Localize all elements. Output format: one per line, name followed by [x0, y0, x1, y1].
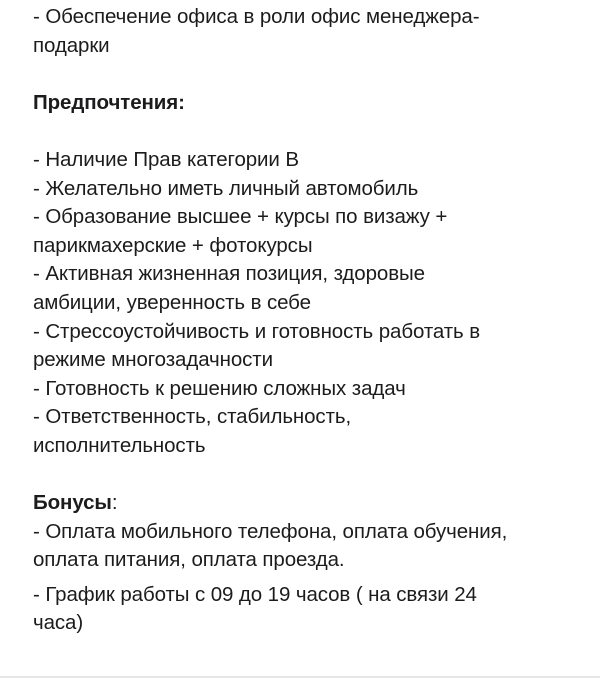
preference-item: - Наличие Прав категории В	[33, 147, 299, 171]
preference-item: - Образование высшее + курсы по визажу +	[33, 205, 448, 229]
preferences-heading: Предпочтения:	[33, 90, 185, 114]
intro-line-1: - Обеспечение офиса в роли офис менеджера-	[33, 5, 480, 28]
preference-item-continuation: режиме многозадачности	[33, 348, 273, 372]
bonus-item-continuation: оплата питания, оплата проезда.	[33, 548, 345, 572]
document-body	[33, 3, 593, 638]
bonus-item: - Оплата мобильного телефона, оплата обучения,	[33, 519, 508, 543]
bonuses-heading-line	[33, 489, 593, 518]
bonuses-heading: Бонусы	[33, 491, 112, 515]
preference-item: - Желательно иметь личный автомобиль	[33, 176, 419, 200]
preference-item-continuation: исполнительность	[33, 433, 206, 457]
preference-item-continuation: амбиции, уверенность в себе	[33, 290, 311, 314]
preference-item: - Стрессоустойчивость и готовность работать в	[33, 319, 480, 343]
preference-item: - Ответственность, стабильность,	[33, 405, 352, 429]
schedule-item: - График работы с 09 до 19 часов ( на связи 24	[33, 582, 477, 606]
bonuses-heading-colon: :	[111, 491, 118, 515]
spacer	[33, 461, 593, 490]
spacer	[33, 60, 593, 89]
preference-item: - Активная жизненная позиция, здоровые	[33, 262, 425, 286]
schedule-item-continuation: часа)	[33, 611, 84, 635]
intro-line-2: подарки	[33, 33, 110, 57]
preference-item-continuation: парикмахерские + фотокурсы	[33, 233, 313, 257]
spacer	[33, 117, 593, 146]
preference-item: - Готовность к решению сложных задач	[33, 376, 406, 400]
